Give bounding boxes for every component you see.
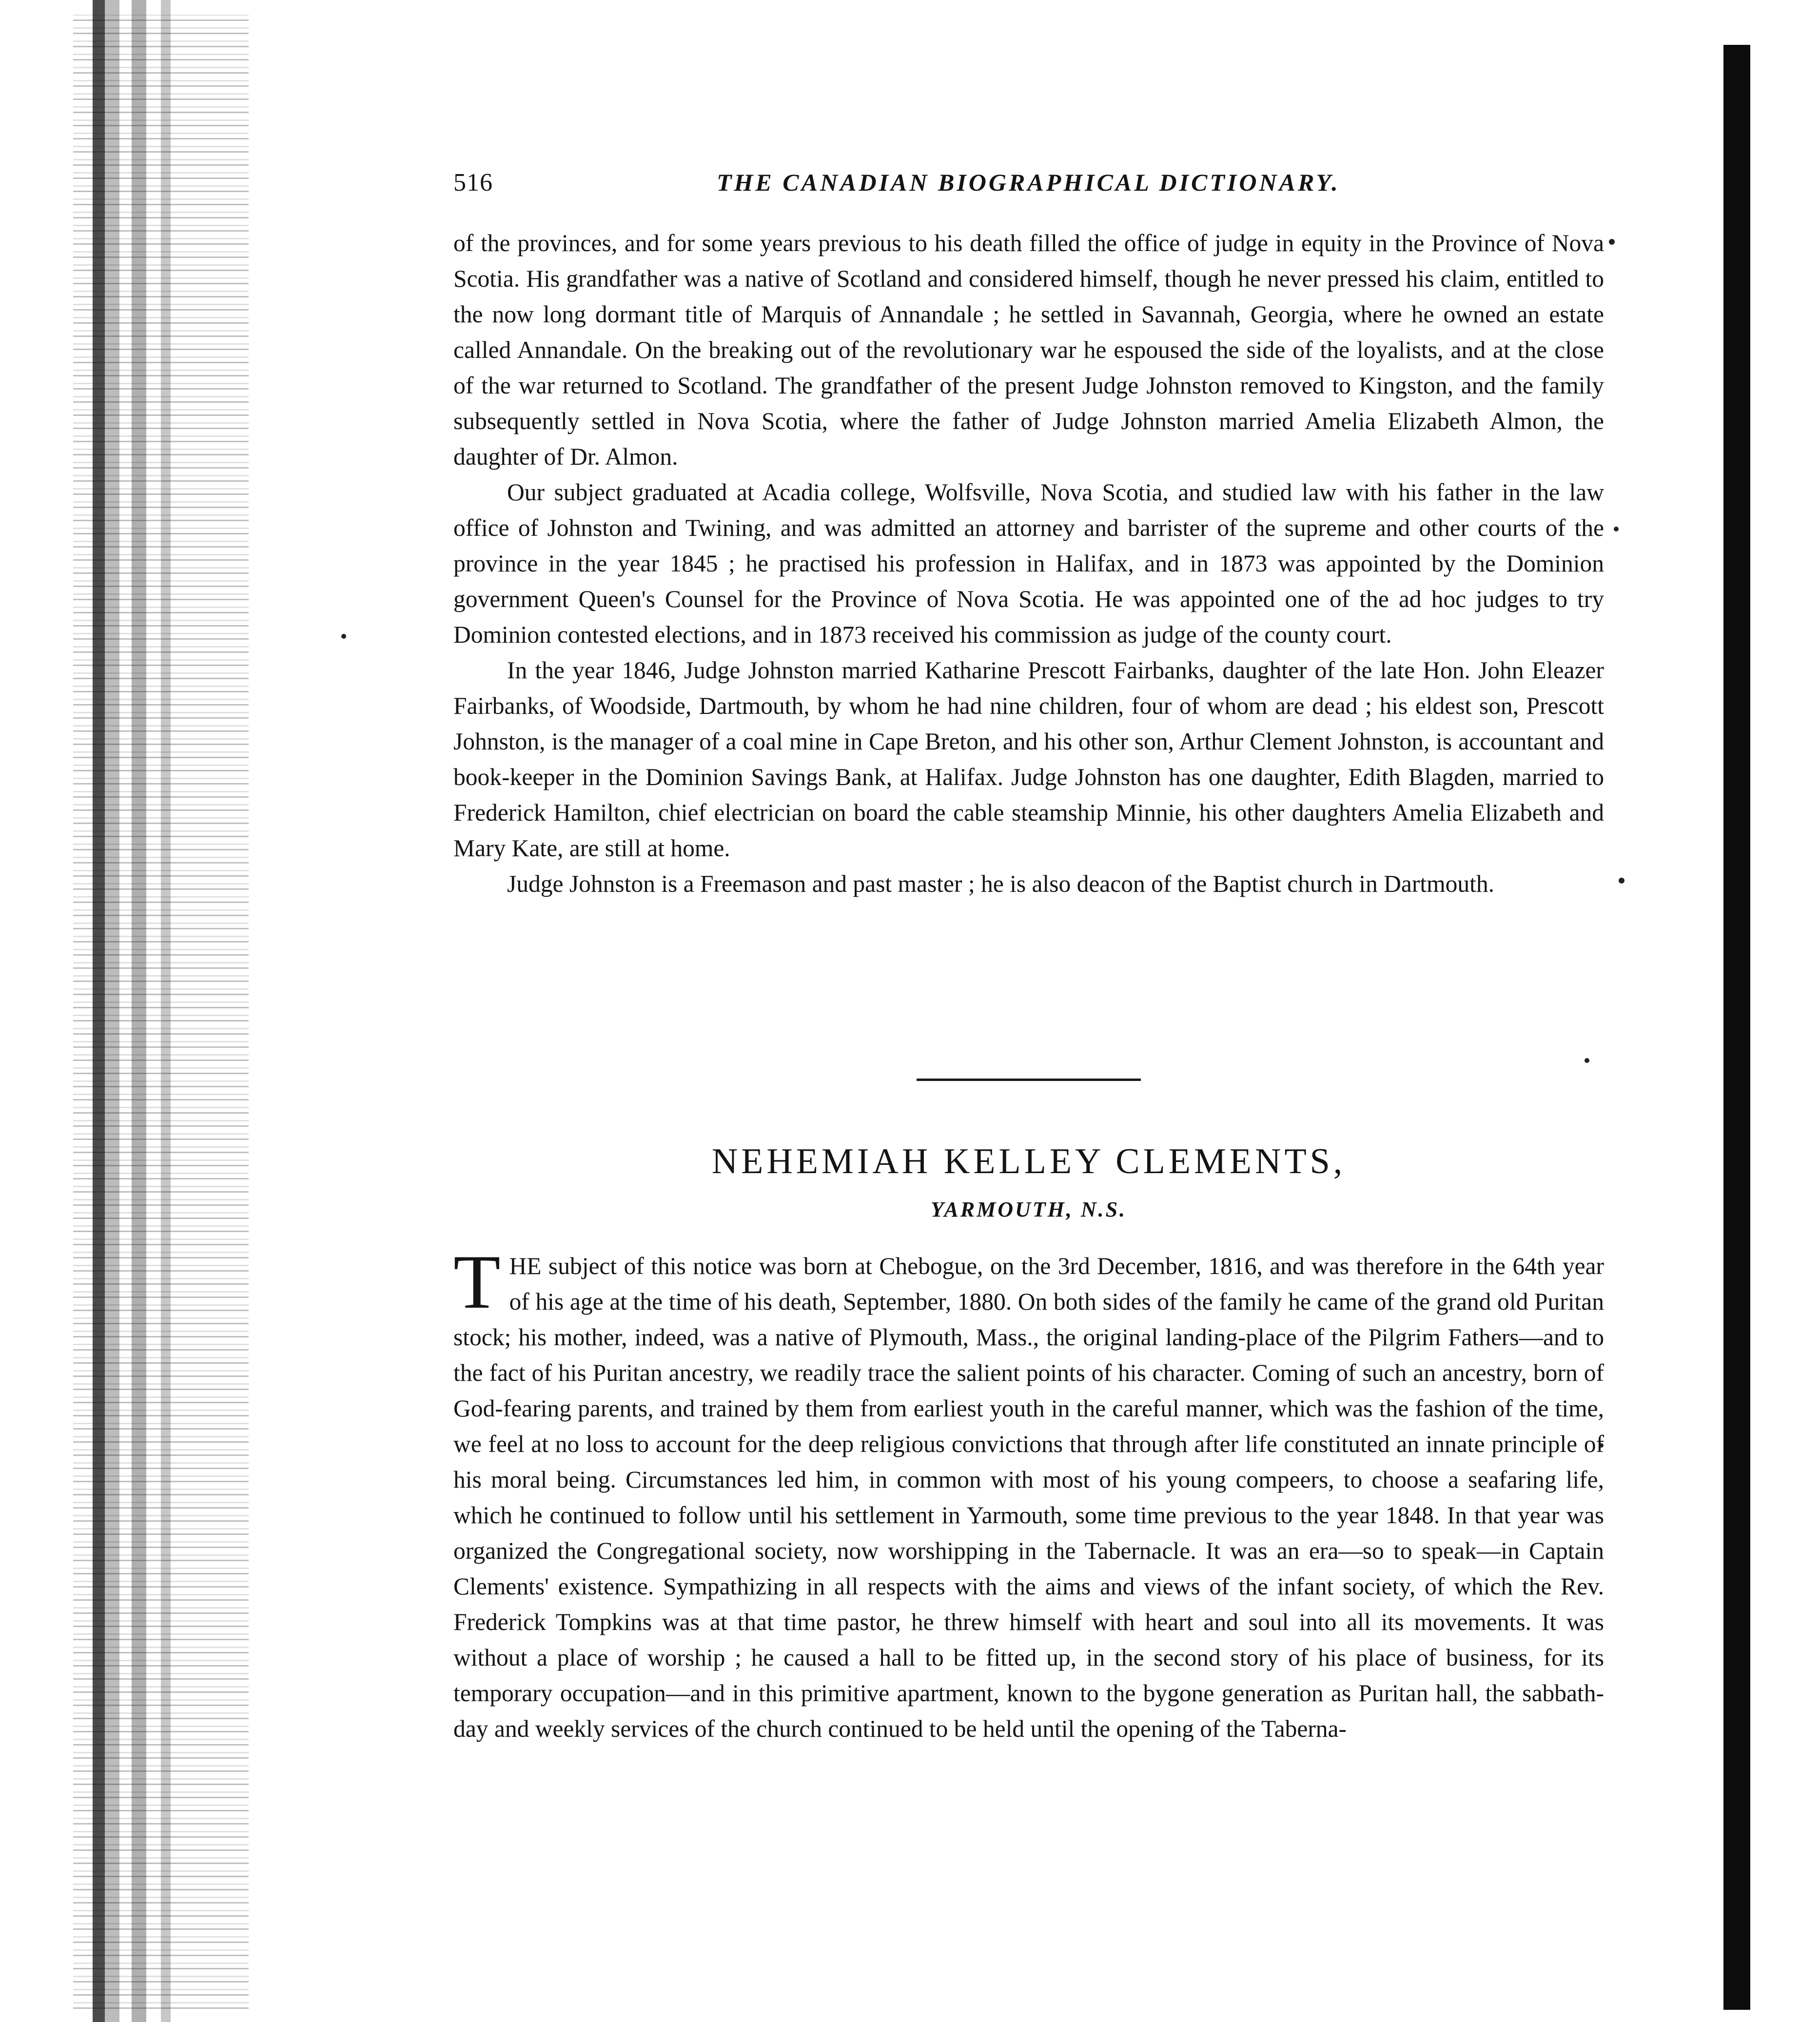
section-divider bbox=[917, 1079, 1141, 1081]
entry-continued bbox=[453, 225, 1604, 902]
entry-body bbox=[453, 1239, 1604, 1747]
running-head: THE CANADIAN BIOGRAPHICAL DICTIONARY. bbox=[717, 169, 1340, 196]
scan-speck bbox=[1585, 1058, 1589, 1063]
scan-edge-bar bbox=[1723, 45, 1750, 2010]
scan-speck bbox=[1609, 239, 1615, 245]
paragraph: Judge Johnston is a Freemason and past master ; he is also deacon of the Baptist church in Dartmouth. bbox=[507, 870, 1494, 897]
opening-paragraph bbox=[453, 1239, 1604, 1747]
entry-location: YARMOUTH, N.S. bbox=[930, 1197, 1127, 1221]
scan-speck bbox=[1614, 527, 1619, 531]
page-number: 516 bbox=[453, 169, 493, 196]
paragraph: In the year 1846, Judge Johnston married Katharine Prescott Fairbanks, daughter of the late Hon. John Eleazer Fairbanks, of Woodside, Dartmouth, by whom he had nine children, four of whom are dead ; his eldest son, Prescott Johnston, is the manager of a coal mine in Cape Breton, and his other son, Arthur Clement Johnston, is accountant and book-keeper in the Dominion Savings Bank, at Halifax. Judge Johnston has one daughter, Edith Blagden, married to Frederick Hamilton, chief electrician on board the cable steamship Minnie, his other daughters Amelia Elizabeth and Mary Kate, are still at home. bbox=[453, 657, 1604, 862]
scan-speck bbox=[341, 634, 346, 639]
scan-speck bbox=[1619, 878, 1624, 883]
scan-binding-texture bbox=[73, 15, 249, 2009]
drop-cap: T bbox=[453, 1239, 501, 1325]
entry-title: NEHEMIAH KELLEY CLEMENTS, bbox=[711, 1141, 1346, 1181]
paragraph: Our subject graduated at Acadia college, Wolfsville, Nova Scotia, and studied law with his father in the law office of Johnston and Twining, and was admitted an attorney and barrister of the supreme and other courts of the province in the year 1845 ; he practised his profession in Halifax, and in 1873 was appointed by the Dominion government Queen's Counsel for the Province of Nova Scotia. He was appointed one of the ad hoc judges to try Dominion contested elections, and in 1873 received his commission as judge of the county court. bbox=[453, 479, 1604, 648]
opening-text: HE subject of this notice was born at Chebogue, on the 3rd December, 1816, and was therefore in the 64th year of his age at the time of his death, September, 1880. On both sides of the family he came of the grand old Puritan stock; his mother, indeed, was a native of Plymouth, Mass., the original landing-place of the Pilgrim Fathers—and to the fact of his Puritan ancestry, we readily trace the salient points of his character. Coming of such an ancestry, born of God-fearing parents, and trained by them from earliest youth in the careful manner, which was the fashion of the time, we feel at no loss to account for the deep religious convictions that through after life constituted an innate principle of his moral being. Circumstances led him, in common with most of his young compeers, to choose a seafaring life, which he continued to follow until his settlement in Yarmouth, some time previous to the year 1848. In that year was organized the Congregational society, now worshipping in the Tabernacle. It was an era—so to speak—in Captain Clements' existence. Sympathizing in all respects with the aims and views of the infant society, of which the Rev. Frederick Tompkins was at that time pastor, he threw himself with heart and soul into all its movements. It was without a place of worship ; he caused a hall to be fitted up, in the second story of his place of business, for its temporary occupation—and in this primitive apartment, known to the bygone generation as Puritan hall, the sabbath-day and weekly services of the church continued to be held until the opening of the Taberna- bbox=[453, 1253, 1604, 1742]
paragraph: of the provinces, and for some years previous to his death filled the office of judge in equity in the Province of Nova Scotia. His grandfather was a native of Scotland and considered himself, though he never pressed his claim, entitled to the now long dormant title of Marquis of Annandale ; he settled in Savannah, Georgia, where he owned an estate called Annandale. On the breaking out of the revolutionary war he espoused the side of the loyalists, and at the close of the war returned to Scotland. The grandfather of the present Judge Johnston removed to Kingston, and the family subsequently settled in Nova Scotia, where the father of Judge Johnston married Amelia Elizabeth Almon, the daughter of Dr. Almon. bbox=[453, 230, 1604, 470]
page-header bbox=[453, 168, 1624, 207]
